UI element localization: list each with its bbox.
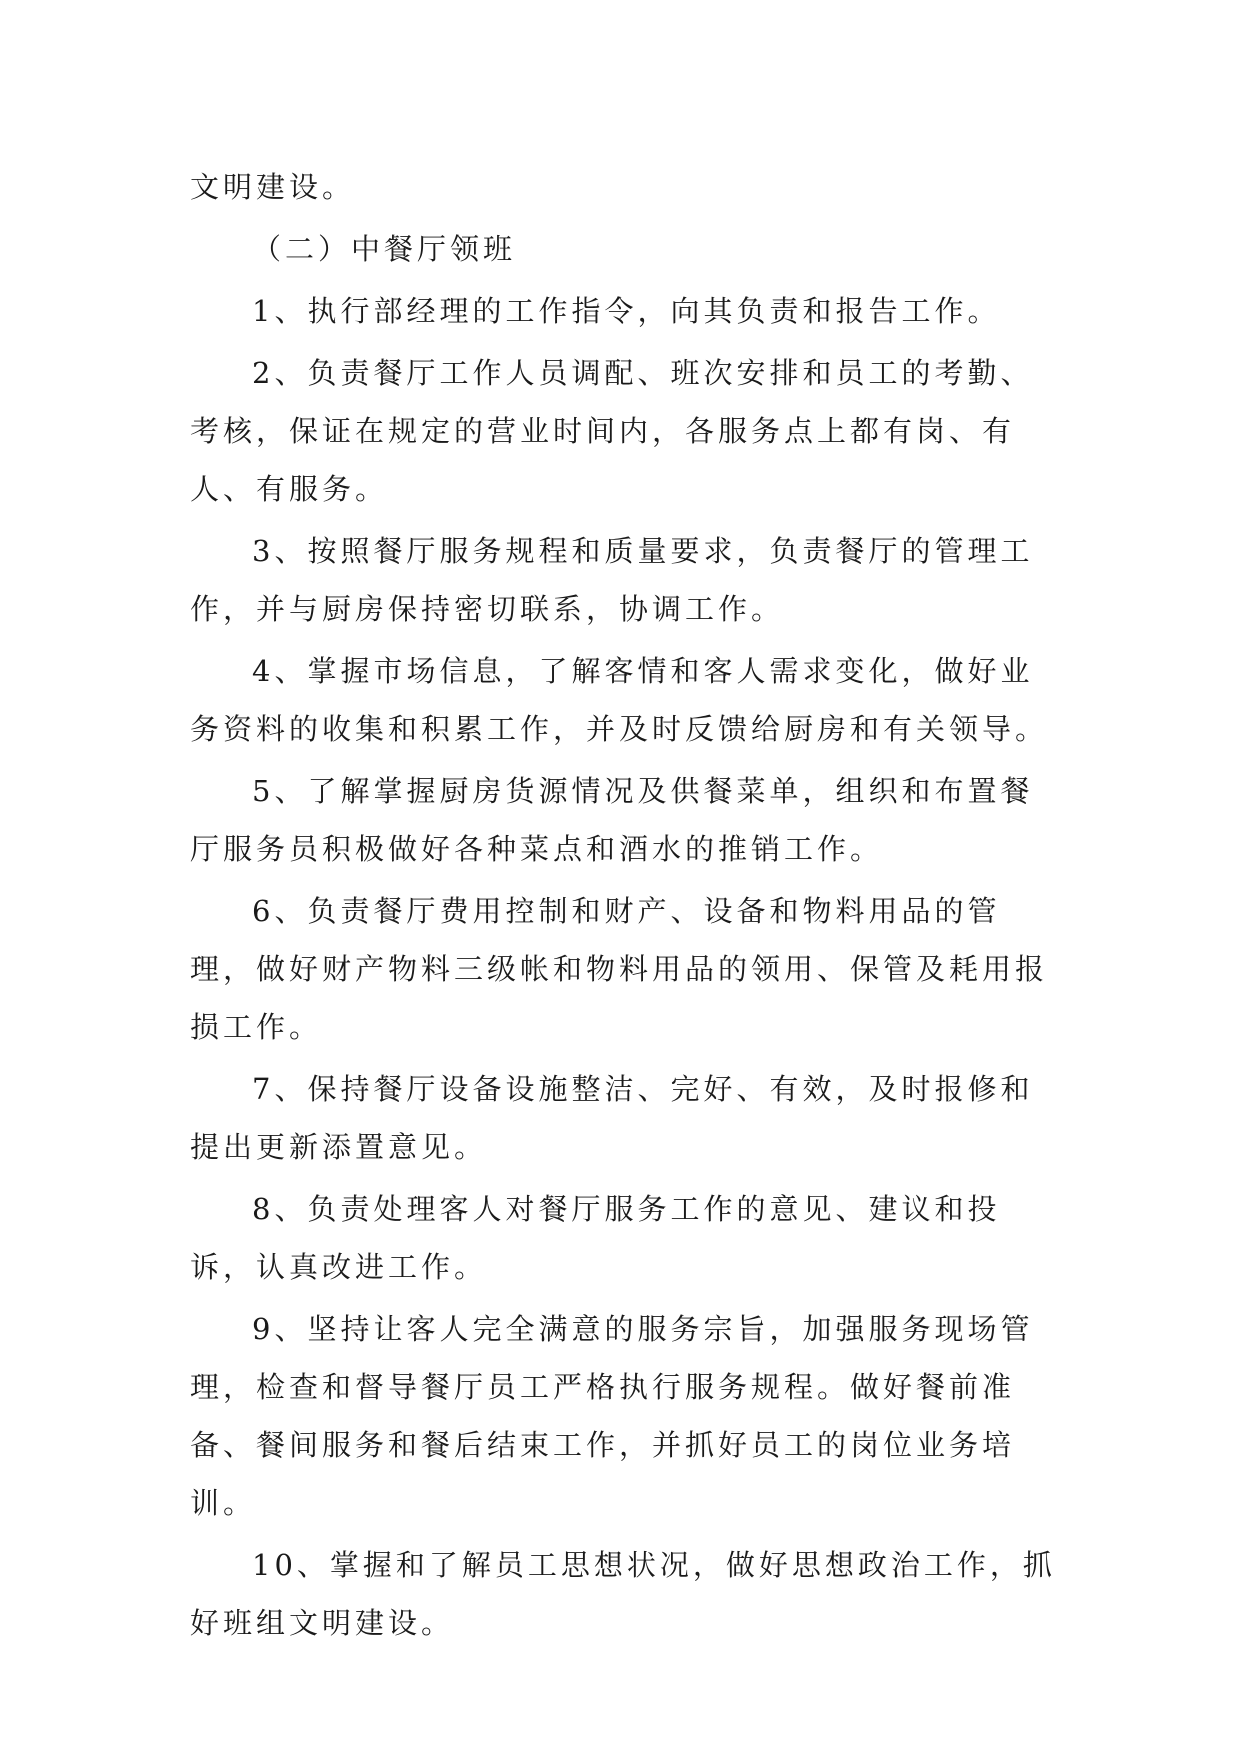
- duty-item-7: 7、保持餐厅设备设施整洁、完好、有效，及时报修和提出更新添置意见。: [190, 1072, 1034, 1164]
- duty-item-1: 1、执行部经理的工作指令，向其负责和报告工作。: [252, 294, 1001, 328]
- duty-item-8: 8、负责处理客人对餐厅服务工作的意见、建议和投诉，认真改进工作。: [190, 1192, 1001, 1284]
- duty-item-5: 5、了解掌握厨房货源情况及供餐菜单，组织和布置餐厅服务员积极做好各种菜点和酒水的推销工作。: [190, 774, 1034, 866]
- document-body: [190, 158, 1062, 1656]
- duty-item-6: 6、负责餐厅费用控制和财产、设备和物料用品的管理，做好财产物料三级帐和物料用品的领用、保管及耗用报损工作。: [190, 894, 1049, 1044]
- duty-item-3: 3、按照餐厅服务规程和质量要求，负责餐厅的管理工作，并与厨房保持密切联系，协调工作。: [190, 534, 1034, 626]
- duty-item-10: 10、掌握和了解员工思想状况，做好思想政治工作，抓好班组文明建设。: [190, 1548, 1056, 1640]
- duty-item-2: 2、负责餐厅工作人员调配、班次安排和员工的考勤、考核，保证在规定的营业时间内，各服务点上都有岗、有人、有服务。: [190, 356, 1034, 506]
- intro-tail-paragraph: 文明建设。: [190, 170, 356, 204]
- duty-item-4: 4、掌握市场信息，了解客情和客人需求变化，做好业务资料的收集和积累工作，并及时反馈给厨房和有关领导。: [190, 654, 1049, 746]
- section-heading: （二）中餐厅领班: [252, 232, 517, 266]
- duty-item-9: 9、坚持让客人完全满意的服务宗旨，加强服务现场管理，检查和督导餐厅员工严格执行服务规程。做好餐前准备、餐间服务和餐后结束工作，并抓好员工的岗位业务培训。: [190, 1312, 1034, 1520]
